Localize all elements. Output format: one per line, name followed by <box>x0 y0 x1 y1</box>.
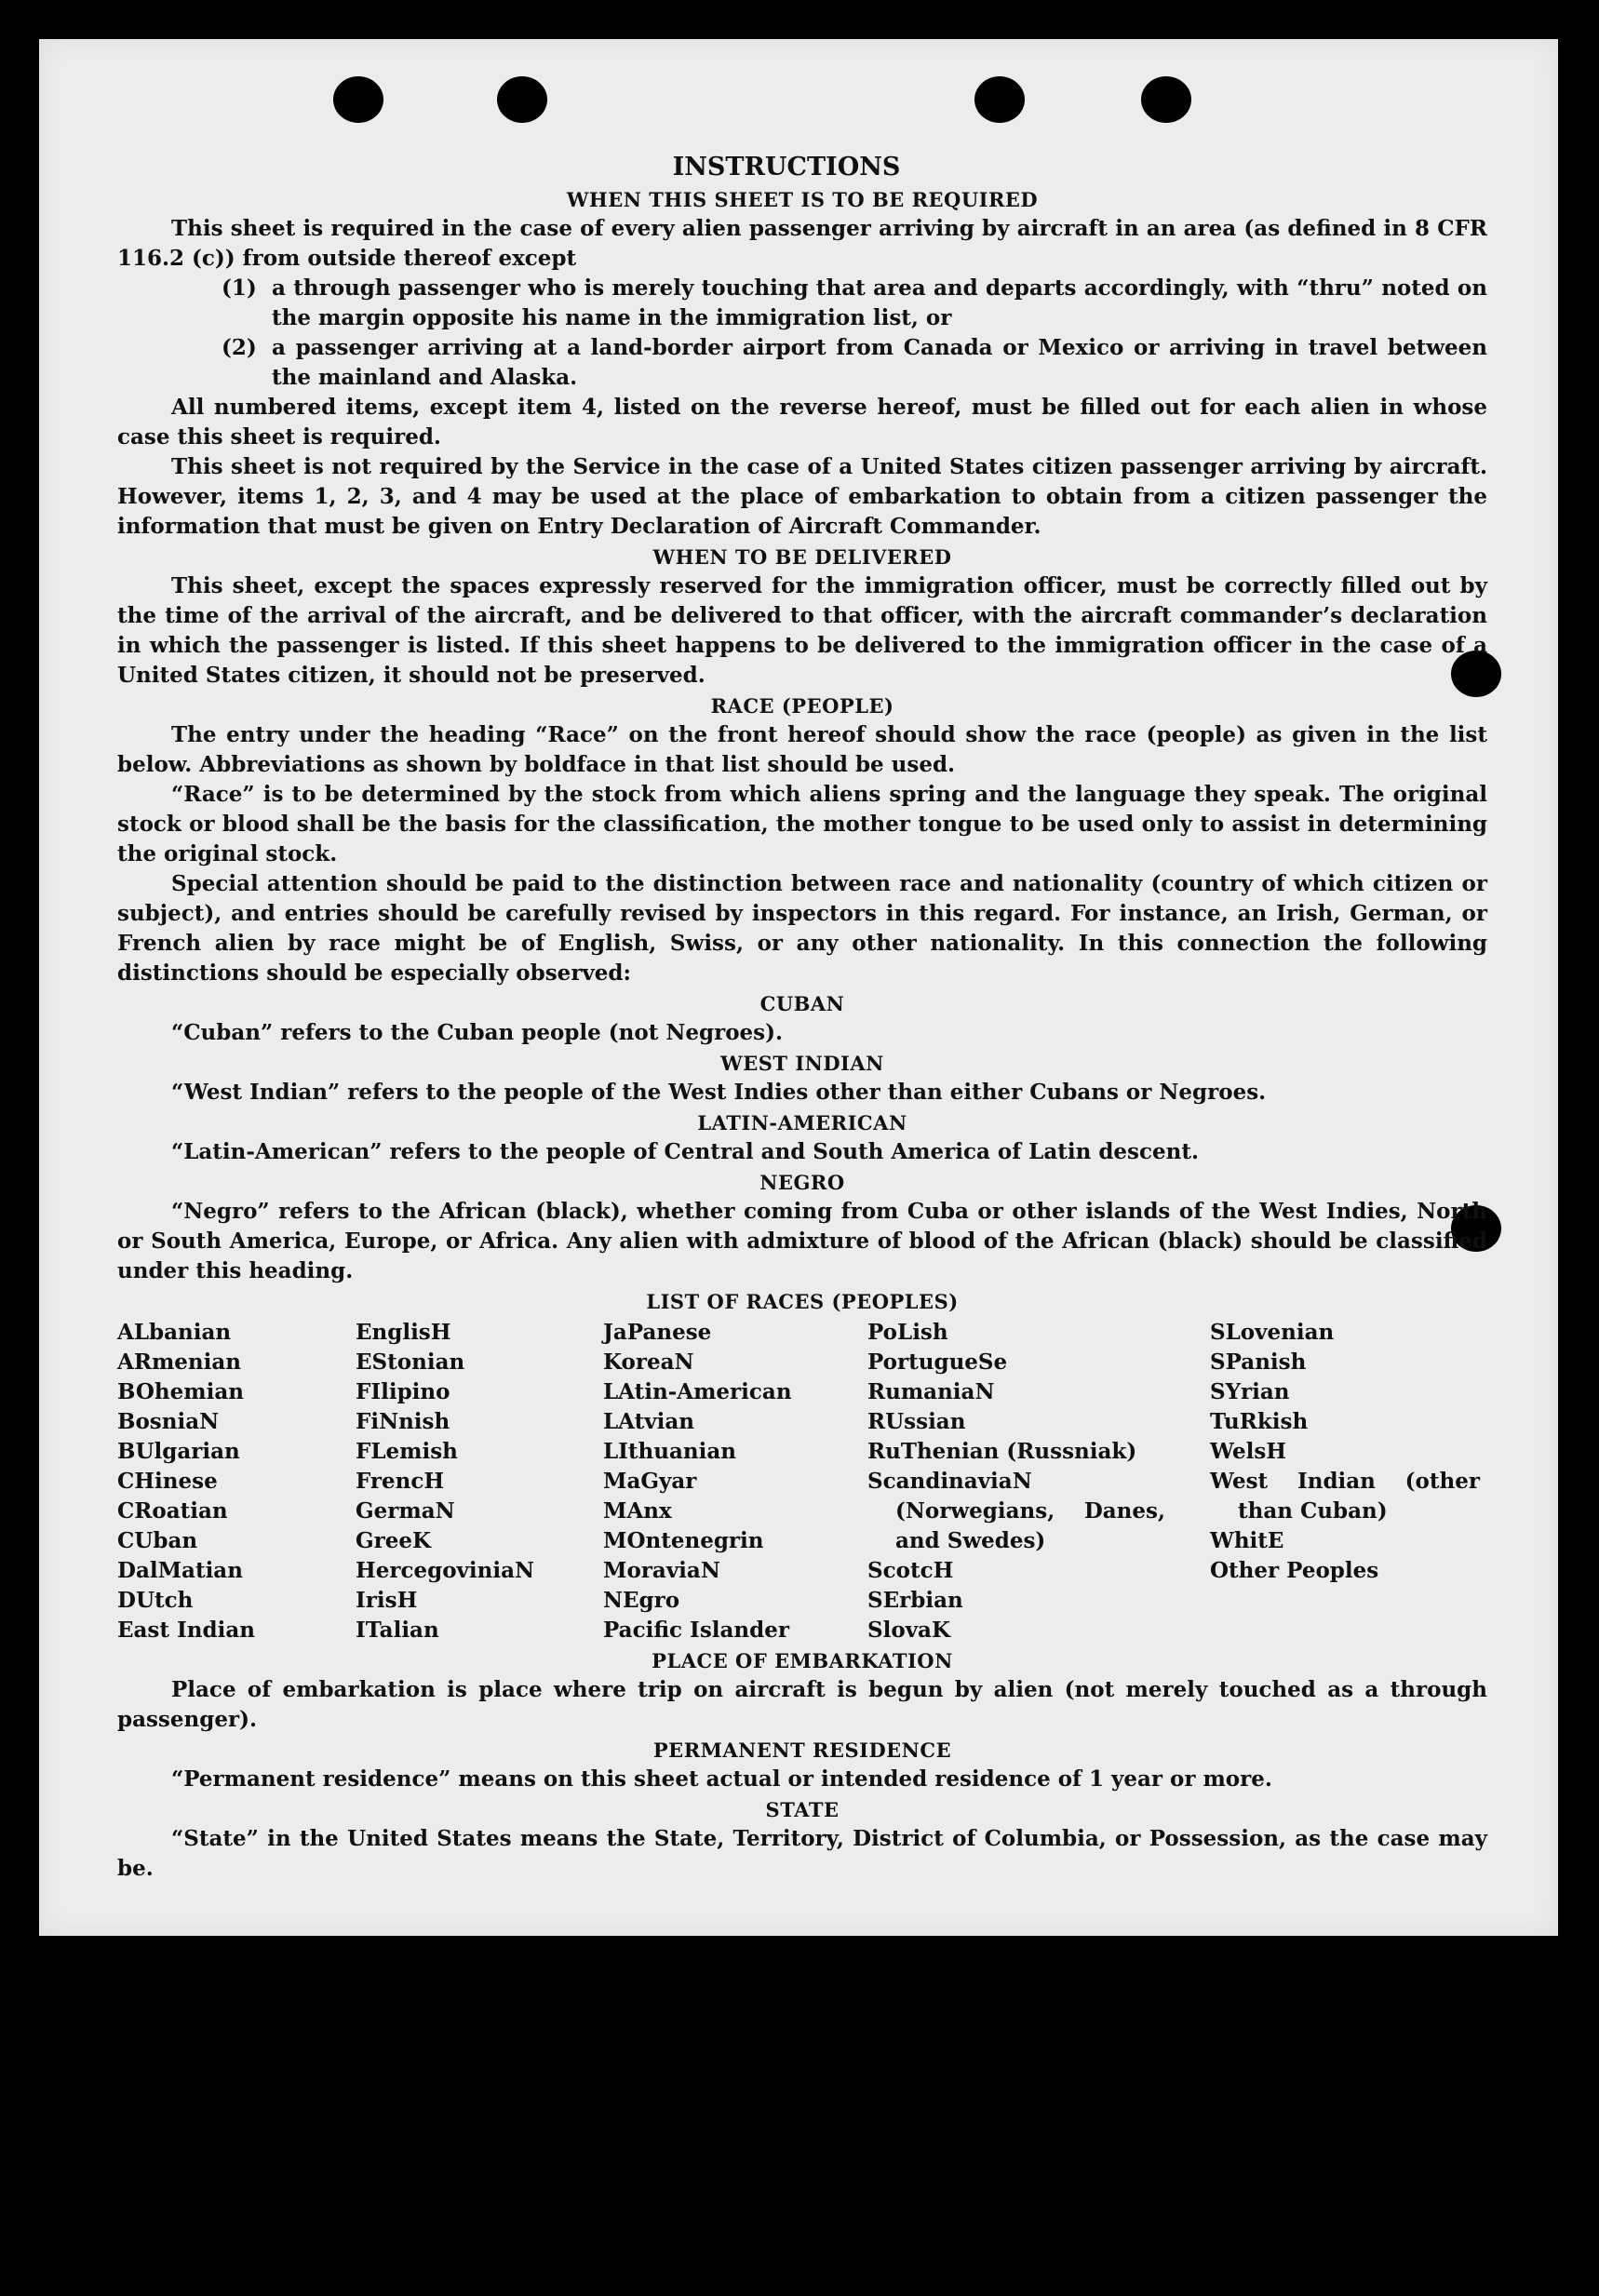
heading-when-delivered: WHEN TO BE DELIVERED <box>652 545 952 569</box>
embarkation-text: Place of embarkation is place where trip on aircraft is begun by alien (not merely touched as a through passenger). <box>117 1677 1487 1732</box>
race-entry: TuRkish <box>1210 1409 1309 1434</box>
races-list <box>117 1318 1487 1645</box>
latin-american-text: “Latin-American” refers to the people of Central and South America of Latin descent. <box>171 1139 1199 1164</box>
when-required-intro: This sheet is required in the case of every alien passenger arriving by aircraft in an area (as defined in 8 CFR 116.2 (c)) from outside thereof except <box>117 216 1487 271</box>
race-entry: JaPanese <box>603 1320 712 1345</box>
race-entry: EnglisH <box>356 1320 451 1345</box>
race-entry: BUlgarian <box>117 1439 240 1464</box>
document-sheet <box>39 39 1558 1936</box>
race-entry: WhitE <box>1210 1528 1284 1553</box>
heading-when-required: WHEN THIS SHEET IS TO BE REQUIRED <box>566 188 1039 211</box>
race-entry: IrisH <box>356 1588 418 1613</box>
race-paragraph-2: “Race” is to be determined by the stock from which aliens spring and the language they speak. The original stock or blood shall be the basis for the classification, the mother tongue to be used only to assist in determining the original stock. <box>117 782 1487 866</box>
race-entry: MAnx <box>603 1498 672 1524</box>
race-entry: EStonian <box>356 1349 465 1375</box>
race-paragraph-1: The entry under the heading “Race” on the front hereof should show the race (people) as given in the list below. Abbreviations as shown by boldface in that list should be used. <box>117 722 1487 777</box>
race-entry: BOhemian <box>117 1379 244 1404</box>
race-entry: SYrian <box>1210 1379 1290 1404</box>
state-text: “State” in the United States means the State, Territory, District of Columbia, or Possession, as the case may be. <box>117 1826 1487 1881</box>
race-entry: BosniaN <box>117 1409 220 1434</box>
exception-item <box>222 333 1487 393</box>
race-entry: ARmenian <box>117 1349 242 1375</box>
races-column-1 <box>117 1318 356 1645</box>
races-column-3 <box>603 1318 867 1645</box>
instructions-content <box>117 151 1487 1884</box>
heading-list-of-races: LIST OF RACES (PEOPLES) <box>646 1290 959 1313</box>
race-entry: ALbanian <box>117 1320 232 1345</box>
race-entry: WelsH <box>1210 1439 1287 1464</box>
exception-text: a through passenger who is merely touching that area and departs accordingly, with “thru” noted on the margin opposite his name in the immigration list, or <box>272 275 1487 330</box>
heading-residence: PERMANENT RESIDENCE <box>652 1739 952 1762</box>
heading-race: RACE (PEOPLE) <box>710 694 894 718</box>
punch-hole <box>1141 76 1191 123</box>
race-entry: MOntenegrin <box>603 1528 764 1553</box>
race-entry: Pacific Islander <box>603 1618 789 1643</box>
race-entry: ScandinaviaN (Norwegians, Danes, and Swedes) <box>867 1469 1165 1553</box>
race-entry: LAtin-American <box>603 1379 792 1404</box>
race-entry: LIthuanian <box>603 1439 736 1464</box>
race-entry: SLovenian <box>1210 1320 1335 1345</box>
when-delivered-text: This sheet, except the spaces expressly reserved for the immigration officer, must be correctly filled out by the time of the arrival of the aircraft, and be delivered to that officer, with the aircraft commander’s declaration in which the passenger is listed. If this sheet happens to be delivered to the immigration officer in the case of a United States citizen, it should not be preserved. <box>117 573 1487 688</box>
heading-cuban: CUBAN <box>759 992 845 1015</box>
punch-hole <box>333 76 383 123</box>
citizen-paragraph: This sheet is not required by the Service in the case of a United States citizen passenger arriving by aircraft. However, items 1, 2, 3, and 4 may be used at the place of embarkation to obtain from a citizen passenger the information that must be given on Entry Declaration of Aircraft Commander. <box>117 454 1487 539</box>
race-entry: East Indian <box>117 1618 255 1643</box>
exception-number: (2) <box>222 335 257 360</box>
race-entry: PortugueSe <box>867 1349 1008 1375</box>
race-entry: FIlipino <box>356 1379 450 1404</box>
races-column-4 <box>867 1318 1210 1645</box>
race-entry: SlovaK <box>867 1618 950 1643</box>
race-entry: RUssian <box>867 1409 966 1434</box>
race-entry: West Indian (other than Cuban) <box>1210 1469 1480 1524</box>
race-entry: MaGyar <box>603 1469 697 1494</box>
race-entry: CHinese <box>117 1469 218 1494</box>
race-entry: Other Peoples <box>1210 1558 1379 1583</box>
west-indian-text: “West Indian” refers to the people of the West Indies other than either Cubans or Negroes. <box>171 1080 1267 1105</box>
exception-number: (1) <box>222 275 257 301</box>
race-entry: CRoatian <box>117 1498 228 1524</box>
race-entry: SErbian <box>867 1588 963 1613</box>
exception-text: a passenger arriving at a land-border airport from Canada or Mexico or arriving in travel between the mainland and Alaska. <box>272 335 1487 390</box>
negro-text: “Negro” refers to the African (black), whether coming from Cuba or other islands of the West Indies, North or South America, Europe, or Africa. Any alien with admixture of blood of the African (black) should be classified under this heading. <box>117 1199 1487 1283</box>
exception-item <box>222 274 1487 333</box>
cuban-text: “Cuban” refers to the Cuban people (not Negroes). <box>171 1020 784 1045</box>
numbered-items-paragraph: All numbered items, except item 4, listed on the reverse hereof, must be filled out for each alien in whose case this sheet is required. <box>117 395 1487 450</box>
race-entry: ScotcH <box>867 1558 954 1583</box>
heading-embarkation: PLACE OF EMBARKATION <box>652 1649 953 1672</box>
punch-hole <box>974 76 1025 123</box>
race-entry: SPanish <box>1210 1349 1307 1375</box>
race-entry: CUban <box>117 1528 198 1553</box>
race-entry: FrencH <box>356 1469 445 1494</box>
page-title: INSTRUCTIONS <box>672 153 901 181</box>
race-entry: ITalian <box>356 1618 439 1643</box>
heading-latin-american: LATIN-AMERICAN <box>697 1111 907 1135</box>
race-entry: FLemish <box>356 1439 458 1464</box>
residence-text: “Permanent residence” means on this sheet actual or intended residence of 1 year or more. <box>171 1766 1272 1792</box>
race-entry: DalMatian <box>117 1558 243 1583</box>
races-column-5 <box>1210 1318 1487 1645</box>
race-entry: PoLish <box>867 1320 948 1345</box>
race-entry: GermaN <box>356 1498 455 1524</box>
heading-negro: NEGRO <box>759 1171 845 1194</box>
heading-state: STATE <box>765 1798 840 1821</box>
race-entry: RuThenian (Russniak) <box>867 1439 1137 1464</box>
race-entry: FiNnish <box>356 1409 450 1434</box>
heading-west-indian: WEST INDIAN <box>720 1052 884 1075</box>
race-entry: DUtch <box>117 1588 194 1613</box>
race-entry: RumaniaN <box>867 1379 995 1404</box>
race-entry: GreeK <box>356 1528 432 1553</box>
race-entry: LAtvian <box>603 1409 694 1434</box>
race-paragraph-3: Special attention should be paid to the distinction between race and nationality (country of which citizen or subject), and entries should be carefully revised by inspectors in this regard. For instance, an Irish, German, or French alien by race might be of English, Swiss, or any other nationality. In this connection the following distinctions should be especially observed: <box>117 871 1487 986</box>
race-entry: HercegoviniaN <box>356 1558 535 1583</box>
race-entry: MoraviaN <box>603 1558 720 1583</box>
race-entry: KoreaN <box>603 1349 694 1375</box>
races-column-2 <box>356 1318 603 1645</box>
race-entry: NEgro <box>603 1588 680 1613</box>
punch-hole <box>497 76 547 123</box>
